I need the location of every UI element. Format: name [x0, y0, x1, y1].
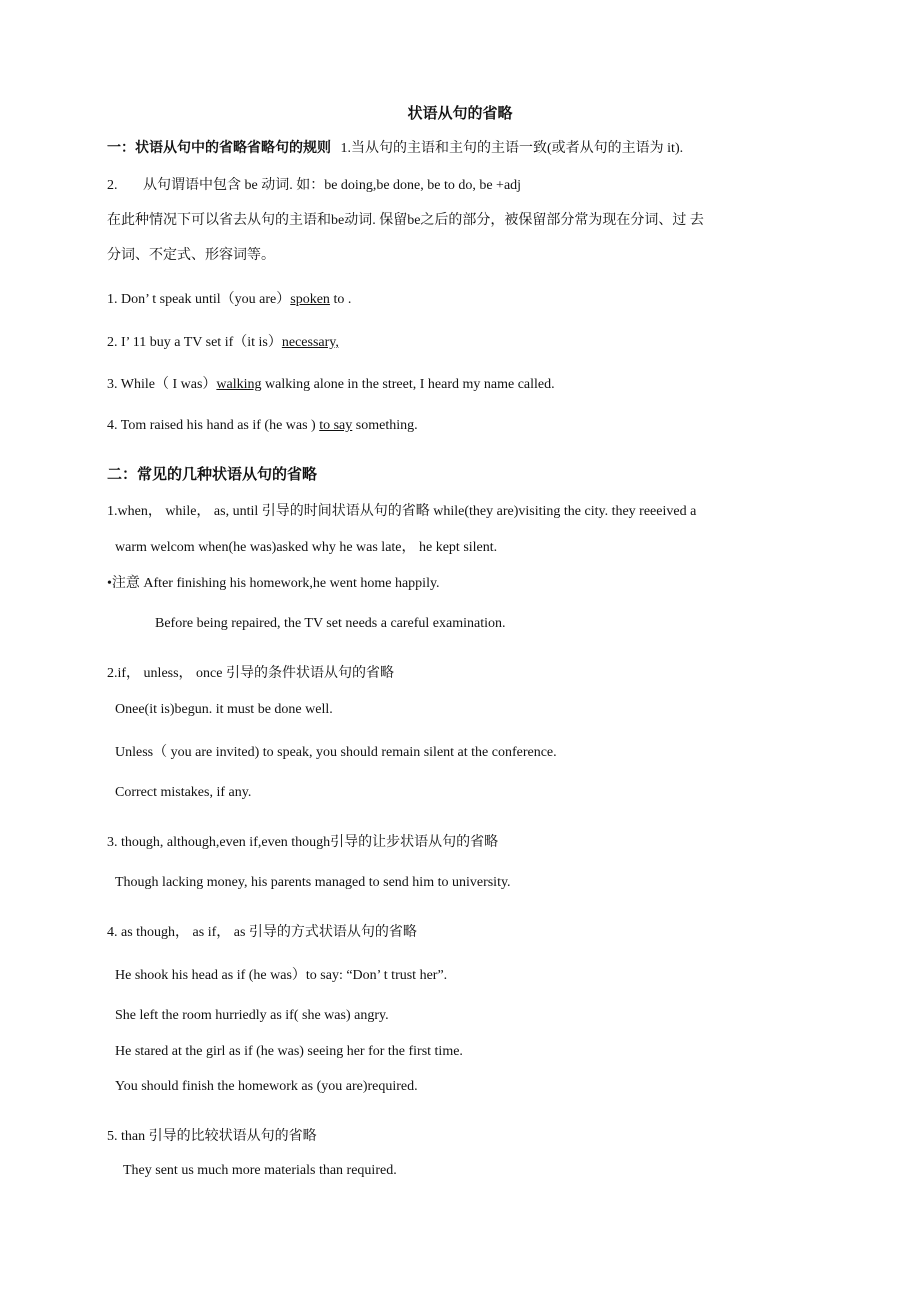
example-1-underlined: spoken	[290, 292, 330, 307]
comparison-line-1: They sent us much more materials than required.	[123, 1163, 397, 1178]
condition-line-3: Correct mistakes, if any.	[115, 785, 252, 800]
section1-heading: 一：状语从句中的省略省略句的规则	[107, 141, 331, 156]
example-4-underlined: to say	[319, 418, 353, 433]
section2-heading: 二：常见的几种状语从句的省略	[107, 467, 318, 483]
explain-line-2: 分词、不定式、形容词等。	[107, 248, 275, 263]
rule-1: 1.当从句的主语和主句的主语一致(或者从句的主语为 it).	[340, 141, 684, 156]
example-2-underlined: necessary,	[281, 335, 339, 350]
manner-line-2: She left the room hurriedly as if( she was) angry.	[115, 1008, 389, 1023]
example-2	[107, 333, 339, 353]
time-line-1: 1.when， while， as, until 引导的时间状语从句的省略 while(they are)visiting the city. they reeeived a	[107, 504, 697, 519]
example-1-tail: to .	[329, 292, 352, 307]
example-3	[107, 375, 555, 395]
time-line-2: warm welcom when(he was)asked why he was late， he kept silent.	[115, 540, 498, 555]
rule-2: 从句谓语中包含 be 动词. 如：be doing,be done, be to do, be +adj	[143, 178, 522, 193]
example-1-text: 1. Don’ t speak until（you are）	[107, 292, 291, 307]
rule-line-1	[107, 139, 683, 159]
condition-line-1: Onee(it is)begun. it must be done well.	[115, 702, 333, 717]
example-4-text: 4. Tom raised his hand as if (he was )	[107, 418, 320, 433]
rule-line-2	[107, 176, 521, 196]
concession-heading: 3. though, although,even if,even though引导的让步状语从句的省略	[107, 835, 499, 850]
note-line-1: •注意 After finishing his homework,he went home happily.	[107, 576, 440, 591]
rule-2-number: 2.	[107, 178, 118, 193]
page-title: 状语从句的省略	[407, 106, 513, 122]
manner-heading: 4. as though， as if， as 引导的方式状语从句的省略	[107, 925, 417, 940]
example-4	[107, 416, 418, 436]
condition-heading: 2.if， unless， once 引导的条件状语从句的省略	[107, 666, 394, 681]
example-2-text: 2. I’ 11 buy a TV set if（it is）	[107, 335, 282, 350]
example-1	[107, 290, 351, 310]
explain-line-1: 在此种情况下可以省去从句的主语和be动词. 保留be之后的部分，被保留部分常为现在分词、过 去	[107, 213, 704, 228]
example-3-tail: walking alone in the street, I heard my name called.	[261, 377, 555, 392]
concession-line-1: Though lacking money, his parents managed to send him to university.	[115, 875, 511, 890]
manner-line-3: He stared at the girl as if (he was) seeing her for the first time.	[115, 1044, 463, 1059]
comparison-heading: 5. than 引导的比较状语从句的省略	[107, 1129, 317, 1144]
example-3-text: 3. While（ I was）	[107, 377, 217, 392]
example-3-underlined: walking	[216, 377, 262, 392]
manner-line-1: He shook his head as if (he was）to say: “Don’ t trust her”.	[115, 968, 448, 983]
manner-line-4: You should finish the homework as (you are)required.	[115, 1079, 418, 1094]
note-line-2: Before being repaired, the TV set needs a careful examination.	[155, 616, 506, 631]
condition-line-2: Unless（ you are invited) to speak, you should remain silent at the conference.	[115, 745, 557, 760]
example-4-tail: something.	[352, 418, 418, 433]
